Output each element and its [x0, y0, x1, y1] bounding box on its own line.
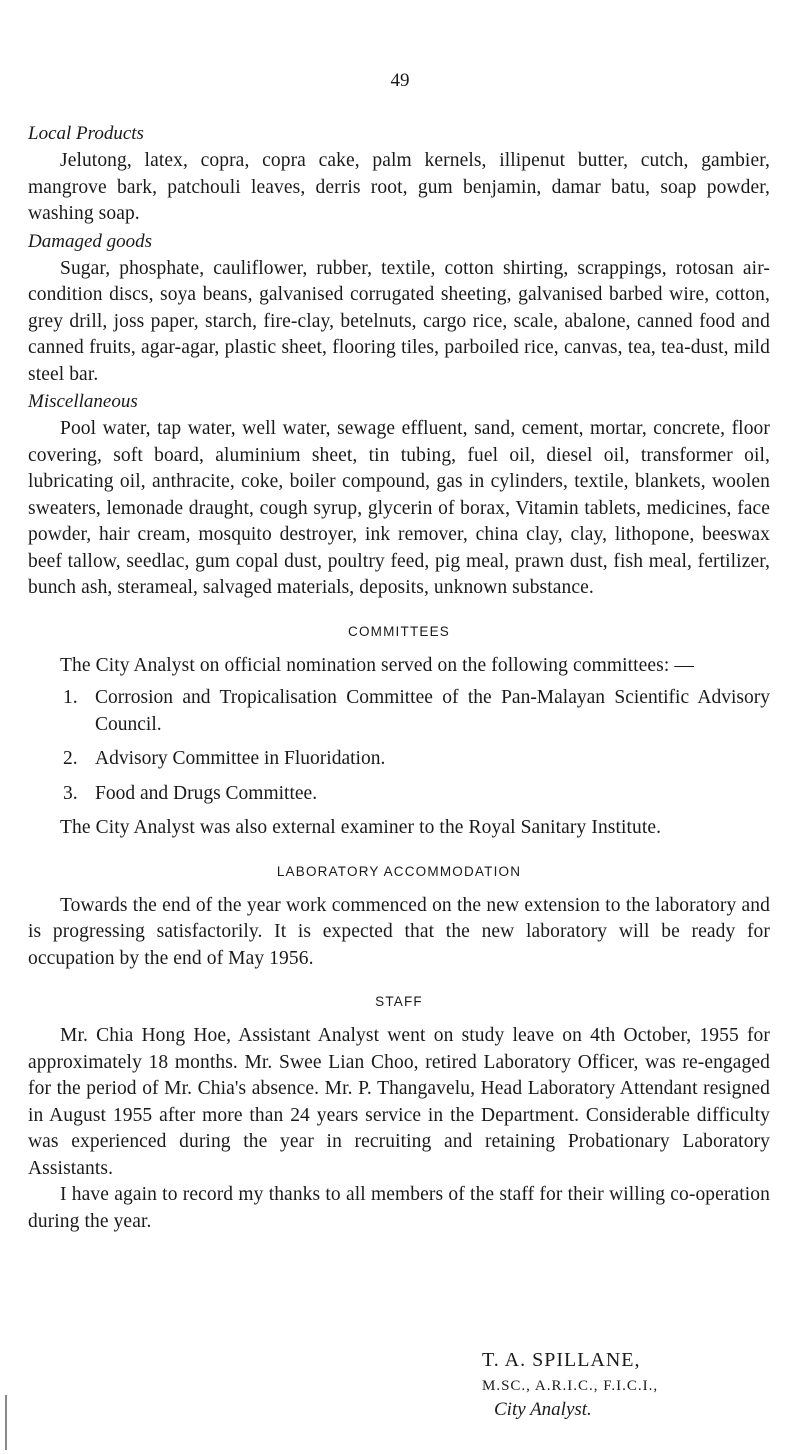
page-number: 49 — [390, 70, 410, 91]
miscellaneous-text: Pool water, tap water, well water, sewage effluent, sand, cement, mortar, concrete, floor covering, soft board, aluminium sheet, tin tubing, fuel oil, diesel oil, transformer oil, lubricating oil, anthracite, coke, boiler compound, gas in cylinders, textile, blankets, woolen sweaters, lemonade draught, cough syrup, glycerin of borax, Vitamin tablets, medicines, face powder, hair cream, mosquito destroyer, ink remover, china clay, clay, lithopone, beeswax beef tallow, seedlac, gum copal dust, poultry feed, pig meal, prawn dust, fish meal, fertilizer, bunch ash, sterameal, salvaged materials, deposits, unknown substance. — [28, 418, 770, 598]
committees-heading: COMMITTEES — [348, 623, 450, 639]
signatory-qualifications: M.SC., A.R.I.C., F.I.C.I., — [482, 1378, 659, 1394]
signatory-name: T. A. SPILLANE, — [482, 1349, 641, 1371]
list-item-text: Corrosion and Tropicalisation Committee of the Pan-Malayan Scientific Advisory Council. — [95, 687, 770, 735]
local-products-text: Jelutong, latex, copra, copra cake, palm kernels, illipenut butter, cutch, gambier, mangrove bark, patchouli leaves, derris root, gum benjamin, damar batu, soap powder, washing soap. — [28, 150, 770, 224]
committees-list — [28, 685, 770, 807]
local-products-heading: Local Products — [28, 123, 144, 144]
staff-paragraph-1: Mr. Chia Hong Hoe, Assistant Analyst went on study leave on 4th October, 1955 for approximately 18 months. Mr. Swee Lian Choo, retired Laboratory Officer, was re-engaged for the period of Mr. Chia's absence. Mr. P. Thangavelu, Head Laboratory Attendant resigned in August 1955 after more than 24 years service in the Department. Considerable difficulty was experienced during the year in recruiting and retaining Probationary Laboratory Assistants. — [28, 1025, 770, 1179]
list-item — [28, 685, 770, 738]
damaged-goods-text: Sugar, phosphate, cauliflower, rubber, textile, cotton shirting, scrappings, rotosan air-condition discs, soya beans, galvanised corrugated sheeting, galvanised barbed wire, cotton, grey drill, joss paper, starch, fire-clay, betelnuts, cargo rice, scale, abalone, canned food and canned fruits, agar-agar, plastic sheet, flooring tiles, parboiled rice, canvas, tea, tea-dust, mild steel bar. — [28, 257, 770, 385]
list-item — [28, 781, 770, 808]
scan-edge-mark — [5, 1395, 7, 1450]
list-item — [28, 746, 770, 773]
miscellaneous-heading: Miscellaneous — [28, 391, 138, 412]
laboratory-heading: LABORATORY ACCOMMODATION — [276, 863, 522, 879]
list-item-number: 3. — [63, 782, 78, 804]
laboratory-text: Towards the end of the year work commenced on the new extension to the laboratory and is progressing satisfactorily. It is expected that the new laboratory will be ready for occupation by the end of May 1956. — [28, 894, 770, 969]
signatory-title: City Analyst. — [494, 1399, 592, 1420]
committees-intro: The City Analyst on official nomination served on the following committees: — — [60, 654, 694, 676]
staff-heading: STAFF — [375, 994, 423, 1009]
list-item-text: Advisory Committee in Fluoridation. — [95, 748, 386, 769]
signature-block — [482, 1346, 782, 1422]
list-item-text: Food and Drugs Committee. — [95, 782, 318, 804]
list-item-number: 1. — [63, 687, 78, 708]
committees-outro: The City Analyst was also external examiner to the Royal Sanitary Institute. — [60, 817, 662, 838]
staff-paragraph-2: I have again to record my thanks to all members of the staff for their willing co-operation during the year. — [28, 1184, 770, 1232]
page-content — [28, 120, 770, 1235]
list-item-number: 2. — [63, 748, 78, 769]
damaged-goods-heading: Damaged goods — [28, 230, 153, 252]
